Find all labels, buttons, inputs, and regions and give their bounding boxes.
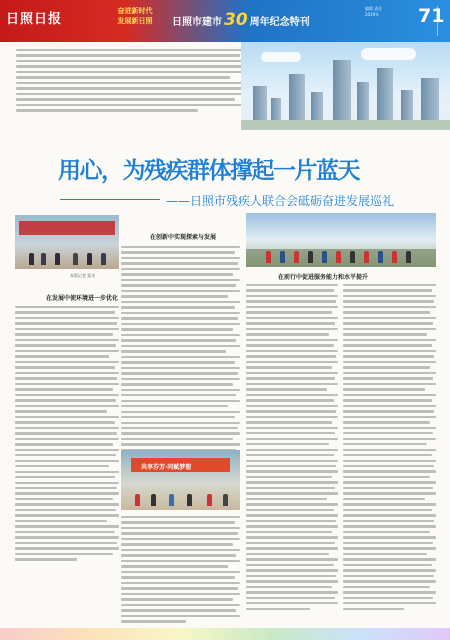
header-divider bbox=[437, 6, 447, 36]
subtitle-rule bbox=[60, 199, 160, 200]
city-skyline-photo bbox=[241, 42, 450, 130]
page-number: 71 bbox=[418, 5, 445, 27]
text-line bbox=[16, 65, 244, 67]
text-line bbox=[16, 76, 230, 78]
text-line bbox=[16, 109, 198, 111]
text-line bbox=[16, 60, 249, 62]
tagline-line-2: 发展新日照 bbox=[117, 17, 153, 25]
anniversary-prefix: 日照市建市 bbox=[172, 17, 222, 28]
anniversary-title bbox=[172, 10, 310, 30]
issue-meta bbox=[365, 6, 405, 18]
text-line bbox=[16, 87, 242, 89]
newspaper-masthead: 日照日报 bbox=[6, 12, 63, 27]
right-column-text-a bbox=[246, 284, 338, 613]
text-line bbox=[16, 98, 235, 100]
anniversary-number: 30 bbox=[224, 10, 248, 30]
group-photo bbox=[246, 213, 436, 267]
middle-column-text bbox=[121, 246, 240, 465]
text-line bbox=[16, 54, 240, 56]
tagline-line-1: 奋进新时代 bbox=[117, 7, 153, 15]
press-conference-photo bbox=[15, 215, 119, 269]
anniversary-suffix: 周年纪念特刊 bbox=[249, 17, 310, 28]
issue-meta-line-1: 编辑 责任 bbox=[365, 6, 383, 11]
photo-caption: 本版记者 蒙光 bbox=[70, 273, 96, 278]
right-column-text-b bbox=[343, 284, 436, 613]
article-subtitle: ——日照市残疾人联合会砥砺奋进发展巡礼 bbox=[166, 194, 395, 208]
article-title: 用心，为残疾群体撑起一片蓝天 bbox=[58, 158, 359, 184]
text-line bbox=[16, 104, 249, 106]
footer-color-strip bbox=[0, 628, 450, 640]
lead-paragraph bbox=[16, 49, 249, 115]
text-line bbox=[16, 71, 249, 73]
section-heading-middle: 在创新中实现探索与发展 bbox=[150, 234, 217, 241]
text-line bbox=[16, 82, 249, 84]
text-line bbox=[16, 93, 249, 95]
text-line bbox=[16, 49, 249, 51]
section-heading-left: 在发展中使环境进一步优化 bbox=[46, 295, 119, 302]
section-heading-right: 在前行中促进服务能力和水平提升 bbox=[278, 274, 369, 281]
event-banner-photo bbox=[121, 450, 240, 510]
left-column-text bbox=[15, 306, 119, 564]
middle-column-text-lower bbox=[121, 516, 240, 626]
issue-meta-line-2: 2019年 bbox=[365, 12, 380, 17]
tagline bbox=[103, 6, 167, 26]
banner-slogan: 共享芬芳·同赋梦想 bbox=[141, 464, 192, 471]
masthead-banner bbox=[0, 0, 450, 42]
